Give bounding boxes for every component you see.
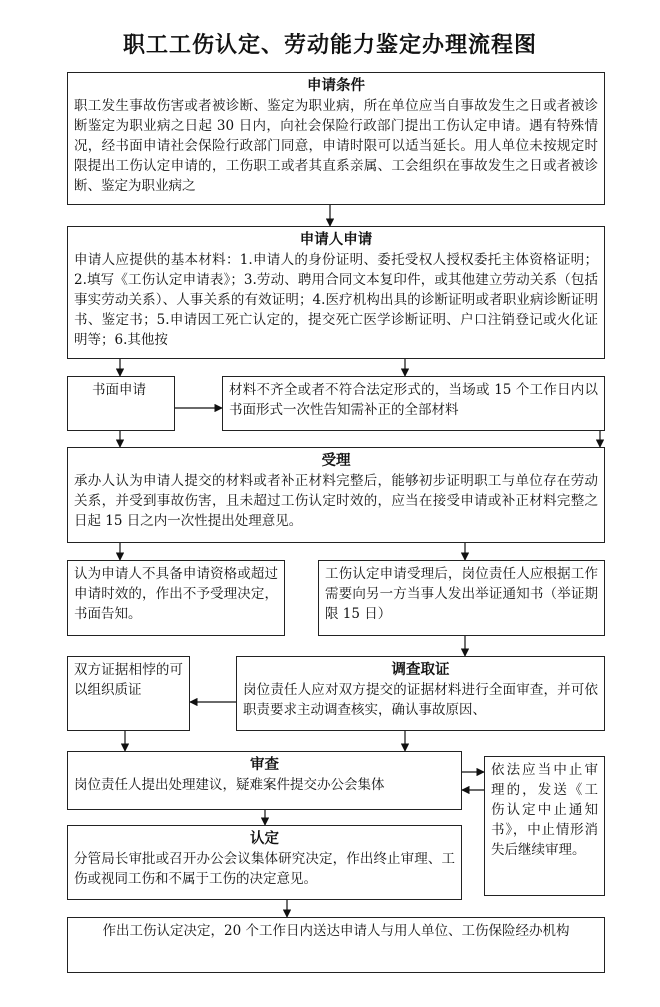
decision-box	[67, 917, 605, 973]
evidence-conflict-box	[67, 656, 190, 731]
written-application-label: 书面申请	[92, 382, 146, 398]
confirm-box	[67, 825, 462, 900]
investigation-body: 岗位责任人应对双方提交的证据材料进行全面审查，并可依职责要求主动调查核实，确认事故原因、	[243, 682, 598, 718]
suspend-body: 依法应当中止审理的，发送《工伤认定中止通知书》，中止情形消失后继续审理。	[491, 762, 598, 858]
evidence-conflict-body: 双方证据相悖的可以组织质证	[74, 662, 183, 698]
proof-notice-body: 工伤认定申请受理后，岗位责任人应根据工作需要向另一方当事人发出举证通知书（举证期限 15 日）	[325, 566, 598, 622]
conditions-body: 职工发生事故伤害或者被诊断、鉴定为职业病，所在单位应当自事故发生之日或者被诊断鉴定为职业病之日起 30 日内，向社会保险行政部门提出工伤认定申请。遇有特殊情况，经书面申请社会保险行政部门同意，申请时限可以适当延长。用人单位未按规定时限提出工伤认定申请的，工伤职工或者其直系亲属、工会组织在事故发生之日或者被诊断、鉴定为职业病之	[74, 98, 598, 194]
investigation-box	[236, 656, 605, 731]
accept-box	[67, 447, 605, 543]
conditions-box	[67, 72, 605, 205]
written-application-box	[67, 376, 175, 431]
incomplete-materials-body: 材料不齐全或者不符合法定形式的，当场或 15 个工作日内以书面形式一次性告知需补正的全部材料	[229, 382, 598, 418]
applicant-heading: 申请人申请	[299, 232, 373, 248]
applicant-box	[67, 226, 605, 359]
review-heading: 审查	[250, 757, 279, 773]
reject-box	[67, 560, 285, 636]
suspend-box	[484, 756, 605, 896]
accept-heading: 受理	[321, 453, 351, 469]
page-title: 职工工伤认定、劳动能力鉴定办理流程图	[122, 33, 537, 58]
review-body: 岗位责任人提出处理建议，疑难案件提交办公会集体	[74, 777, 385, 793]
decision-body: 作出工伤认定决定，20 个工作日内送达申请人与用人单位、工伤保险经办机构	[102, 923, 570, 939]
conditions-heading: 申请条件	[307, 78, 365, 94]
investigation-heading: 调查取证	[391, 662, 450, 678]
review-box	[67, 751, 462, 810]
applicant-body: 申请人应提供的基本材料：1.申请人的身份证明、委托受权人授权委托主体资格证明；2.填写《工伤认定申请表》；3.劳动、聘用合同文本复印件，或其他建立劳动关系（包括事实劳动关系）、人事关系的有效证明；4.医疗机构出具的诊断证明或者职业病诊断证明书、鉴定书；5.申请因工死亡认定的，提交死亡医学诊断证明、户口注销登记或火化证明等；6.其他按	[74, 252, 598, 348]
accept-body: 承办人认为申请人提交的材料或者补正材料完整后，能够初步证明职工与单位存在劳动关系，并受到事故伤害，且未超过工伤认定时效的，应当在接受申请或补正材料完整之日起 15 日之内一次性提出处理意见。	[74, 473, 598, 529]
confirm-body: 分管局长审批或召开办公会议集体研究决定，作出终止审理、工伤或视同工伤和不属于工伤的决定意见。	[74, 851, 455, 887]
proof-notice-box	[318, 560, 605, 636]
incomplete-materials-box	[222, 376, 605, 431]
reject-body: 认为申请人不具备申请资格或超过申请时效的，作出不予受理决定，书面告知。	[74, 566, 278, 622]
confirm-heading: 认定	[250, 831, 279, 847]
